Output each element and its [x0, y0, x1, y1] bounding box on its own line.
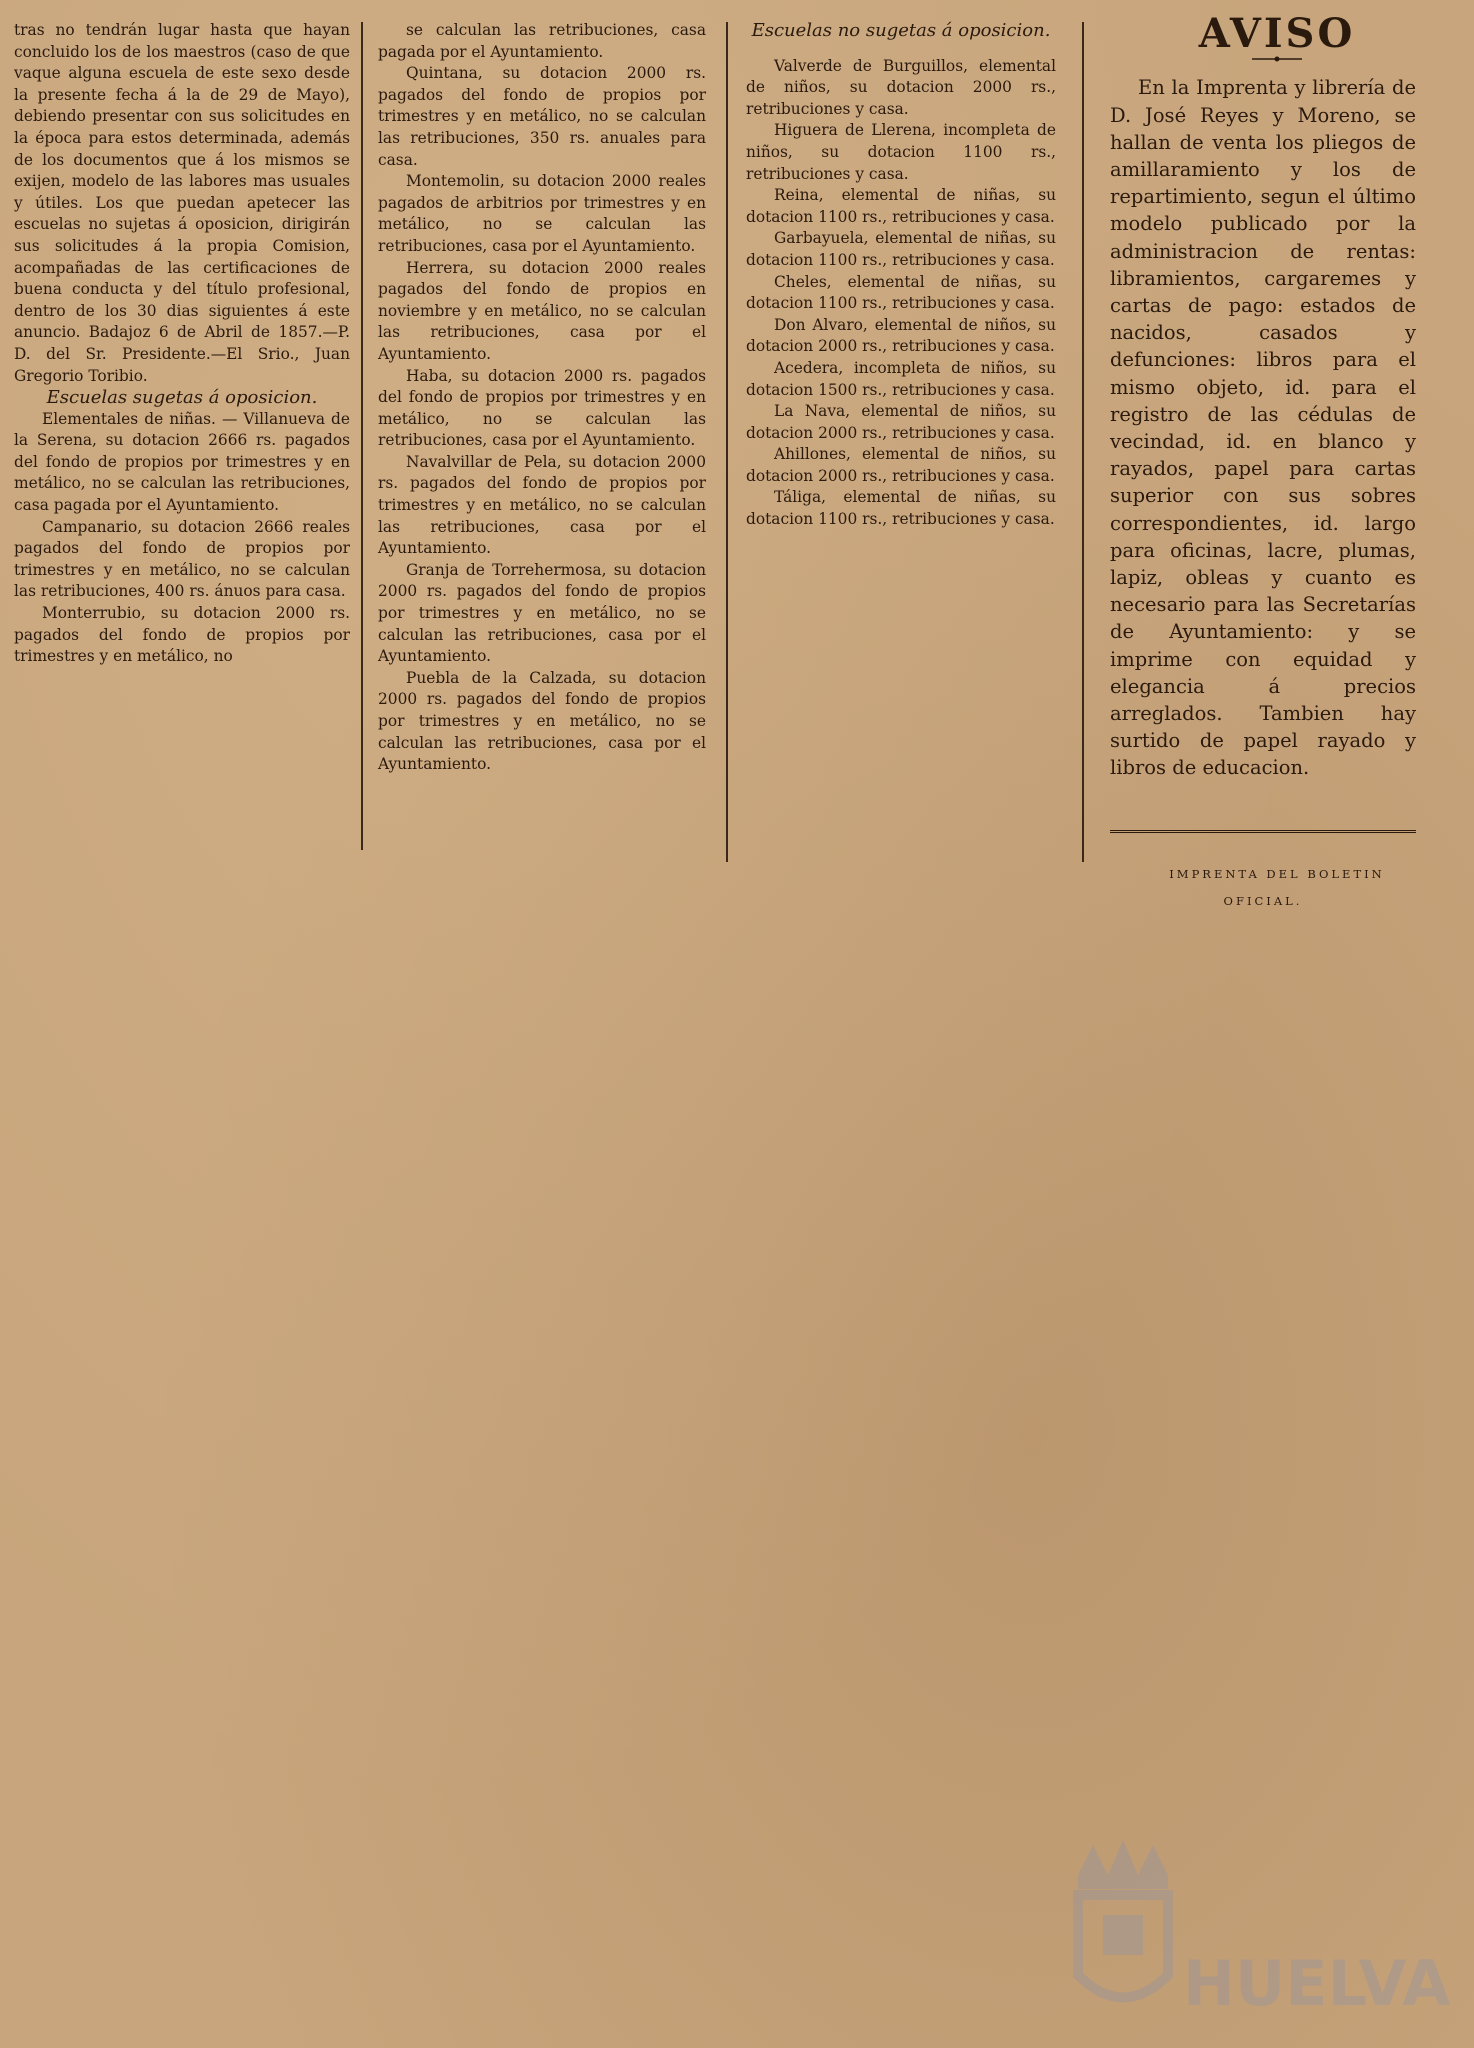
section-heading-no-oposicion: Escuelas no sugetas á oposicion.: [751, 20, 1051, 41]
paragraph: Herrera, su dotacion 2000 reales pagados del fondo de propios en noviembre y en metálico, no se calculan las retribuciones, casa por el Ayuntamiento.: [378, 258, 706, 363]
paragraph: Montemolin, su dotacion 2000 reales pagados de arbitrios por trimestres y en metálico, no se calculan las retribuciones, casa por el Ayuntamiento.: [378, 172, 706, 255]
paragraph: Don Alvaro, elemental de niños, su dotacion 2000 rs., retribuciones y casa.: [746, 315, 1056, 356]
paragraph: tras no tendrán lugar hasta que hayan concluido los de los maestros (caso de que vaque alguna escuela de este sexo desde la presente fecha á la de 29 de Mayo), debiendo presentar con sus solicitudes en la época para estos determinada, además de los documentos que á los mismos se exijen, modelo de las labores mas usuales y útiles. Los que puedan apetecer las escuelas no sujetas á oposicion, dirigirán sus solicitudes á la propia Comision, acompañadas de las certificaciones de buena conducta y del título profesional, dentro de los 30 dias siguientes á este anuncio. Badajoz 6 de Abril de 1857.—P. D. del Sr. Presidente.—El Srio., Juan Gregorio Toribio.: [14, 21, 350, 385]
column-3: [746, 20, 1056, 531]
crown-icon: [1078, 1840, 1168, 1889]
column-1: [14, 20, 350, 668]
paragraph: Higuera de Llerena, incompleta de niños, su dotacion 1100 rs., retribuciones y casa.: [746, 121, 1056, 183]
column-rule: [361, 22, 363, 850]
paragraph: Reina, elemental de niñas, su dotacion 1100 rs., retribuciones y casa.: [746, 186, 1056, 226]
column-4-aviso: [1110, 10, 1416, 915]
column-rule: [1082, 22, 1084, 862]
paragraph: Puebla de la Calzada, su dotacion 2000 rs. pagados del fondo de propios por trimestres y en metálico, no se calculan las retribuciones, casa por el Ayuntamiento.: [378, 668, 706, 774]
watermark-text: HUELVA: [1183, 1947, 1451, 2020]
ornament-icon: [1110, 47, 1416, 74]
column-2: [378, 20, 706, 776]
double-rule-divider: [1110, 830, 1416, 837]
paragraph: Valverde de Burguillos, elemental de niños, su dotacion 2000 rs., retribuciones y casa.: [746, 56, 1056, 118]
archive-watermark-logo: [1058, 1835, 1451, 2025]
paragraph: La Nava, elemental de niños, su dotacion 2000 rs., retribuciones y casa.: [746, 402, 1056, 442]
paragraph: Táliga, elemental de niñas, su dotacion 1100 rs., retribuciones y casa.: [746, 488, 1056, 529]
column-rule: [726, 22, 728, 862]
paragraph: Monterrubio, su dotacion 2000 rs. pagados del fondo de propios por trimestres y en metálico, no: [14, 604, 350, 666]
paragraph: se calculan las retribuciones, casa pagada por el Ayuntamiento.: [378, 21, 706, 61]
paragraph: Garbayuela, elemental de niñas, su dotacion 1100 rs., retribuciones y casa.: [746, 229, 1056, 269]
aviso-title: AVISO: [1198, 10, 1356, 57]
paragraph: Campanario, su dotacion 2666 reales pagados del fondo de propios por trimestres y en metálico, no se calculan las retribuciones, 400 rs. ánuos para casa.: [14, 517, 350, 601]
paragraph: Ahillones, elemental de niños, su dotacion 2000 rs., retribuciones y casa.: [746, 445, 1056, 485]
shield-icon: [1078, 1895, 1168, 1998]
paragraph: Cheles, elemental de niñas, su dotacion 1100 rs., retribuciones y casa.: [746, 272, 1056, 313]
aviso-body: En la Imprenta y librería de D. José Reyes y Moreno, se hallan de venta los pliegos de amillaramiento y los de repartimiento, segun el último modelo publicado por la administracion de rentas: libramientos, cargaremes y cartas de pago: estados de nacidos, casados y defunciones: libros para el mismo objeto, id. para el registro de las cédulas de vecindad, id. en blanco y rayados, papel para cartas superior con sus sobres correspondientes, id. largo para oficinas, lacre, plumas, lapiz, obleas y cuanto es necesario para las Secretarías de Ayuntamiento: y se imprime con equidad y elegancia á precios arreglados. Tambien hay surtido de papel rayado y libros de educacion.: [1110, 76, 1416, 780]
paragraph: Granja de Torrehermosa, su dotacion 2000 rs. pagados del fondo de propios por trimestres y en metálico, no se calculan las retribuciones, casa por el Ayuntamiento.: [378, 560, 706, 666]
imprint-line: IMPRENTA DEL BOLETIN OFICIAL.: [1169, 866, 1385, 908]
paragraph: Quintana, su dotacion 2000 rs. pagados del fondo de propios por trimestres y en metálico, no se calculan las retribuciones, 350 rs. anuales para casa.: [378, 64, 706, 169]
paragraph: Navalvillar de Pela, su dotacion 2000 rs. pagados del fondo de propios por trimestres y en metálico, no se calculan las retribuciones, casa por el Ayuntamiento.: [378, 452, 706, 558]
paragraph: Elementales de niñas. — Villanueva de la Serena, su dotacion 2666 rs. pagados del fondo de propios por trimestres y en metálico, no se calculan las retribuciones, casa pagada por el Ayuntamiento.: [14, 409, 350, 515]
paragraph: Haba, su dotacion 2000 rs. pagados del fondo de propios por trimestres y en metálico, no se calculan las retribuciones, casa por el Ayuntamiento.: [378, 366, 706, 450]
paragraph: Acedera, incompleta de niños, su dotacion 1500 rs., retribuciones y casa.: [746, 358, 1056, 399]
section-heading-oposicion: Escuelas sugetas á oposicion.: [46, 387, 318, 409]
